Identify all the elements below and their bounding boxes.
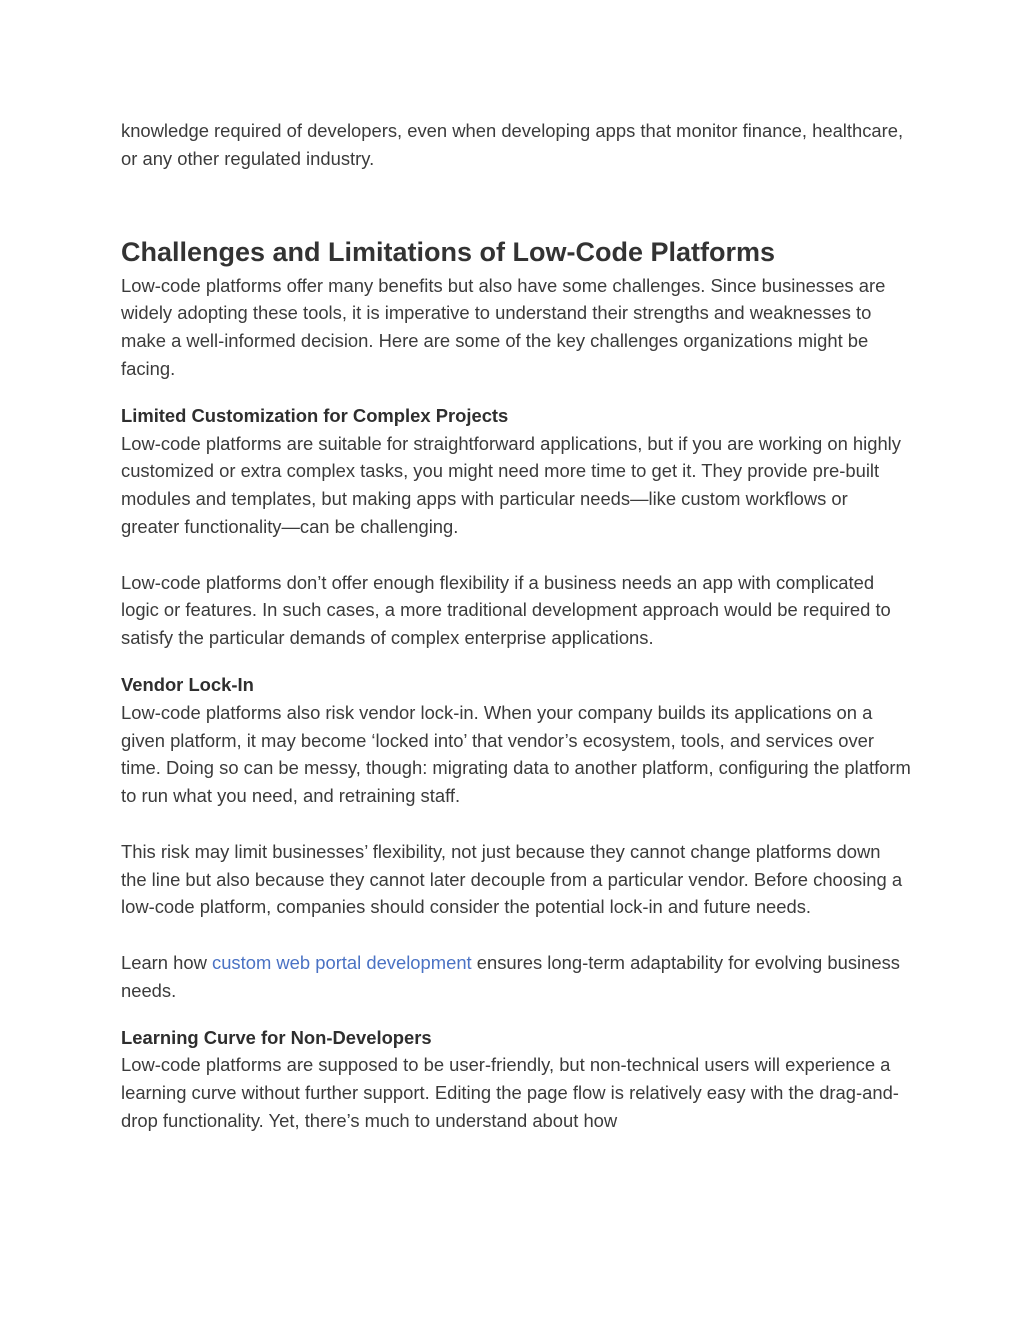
paragraph-spacer bbox=[121, 810, 911, 838]
learn-more-paragraph bbox=[121, 949, 911, 1005]
learning-curve-paragraph-1: Low-code platforms are supposed to be user-friendly, but non-technical users will experience a learning curve without further support. Editing the page flow is relatively easy with the drag-and-drop functionality. Yet, there’s much to understand about how bbox=[121, 1054, 899, 1131]
paragraph-spacer bbox=[121, 541, 911, 569]
limited-customization-section bbox=[121, 402, 911, 652]
limited-customization-paragraph-2: Low-code platforms don’t offer enough flexibility if a business needs an app with complicated logic or features. In such cases, a more traditional development approach would be required to satisfy the particular demands of complex enterprise applications. bbox=[121, 571, 891, 649]
paragraph-spacer bbox=[121, 921, 911, 949]
learning-curve-heading: Learning Curve for Non-Developers bbox=[121, 1026, 432, 1048]
section-intro-paragraph: Low-code platforms offer many benefits but also have some challenges. Since businesses are widely adopting these tools, it is imperative to understand their strengths and weaknesses to make a well-informed decision. Here are some of the key challenges organizations might be facing. bbox=[121, 274, 886, 379]
vendor-lockin-section bbox=[121, 671, 911, 1005]
vendor-lockin-paragraph-2: This risk may limit businesses’ flexibility, not just because they cannot change platforms down the line but also because they cannot later decouple from a particular vendor. Before choosing a low-code platform, companies should consider the potential lock-in and future needs. bbox=[121, 840, 903, 918]
learn-more-prefix: Learn how bbox=[121, 951, 212, 973]
vendor-lockin-heading: Vendor Lock-In bbox=[121, 673, 254, 695]
limited-customization-paragraph-1: Low-code platforms are suitable for straightforward applications, but if you are working on highly customized or extra complex tasks, you might need more time to get it. They provide pre-built modules and templates, but making apps with particular needs—like custom workflows or greater functionality—can be challenging. bbox=[121, 432, 901, 537]
section-title: Challenges and Limitations of Low-Code Platforms bbox=[121, 236, 776, 267]
vendor-lockin-paragraph-1: Low-code platforms also risk vendor lock-in. When your company builds its applications on a given platform, it may become ‘locked into’ that vendor’s ecosystem, tools, and services over time. Doing so can be messy, though: migrating data to another platform, configuring the platform to run what you need, and retraining staff. bbox=[121, 701, 911, 807]
document-page bbox=[121, 117, 911, 1154]
learn-more-suffix: ensures long-term adaptability for evolving business needs. bbox=[121, 951, 900, 1001]
custom-web-portal-link[interactable]: custom web portal development bbox=[212, 951, 472, 973]
learning-curve-section bbox=[121, 1024, 911, 1135]
limited-customization-heading: Limited Customization for Complex Projects bbox=[121, 404, 509, 426]
intro-paragraph: knowledge required of developers, even when developing apps that monitor finance, healthcare, or any other regulated industry. bbox=[121, 120, 904, 169]
